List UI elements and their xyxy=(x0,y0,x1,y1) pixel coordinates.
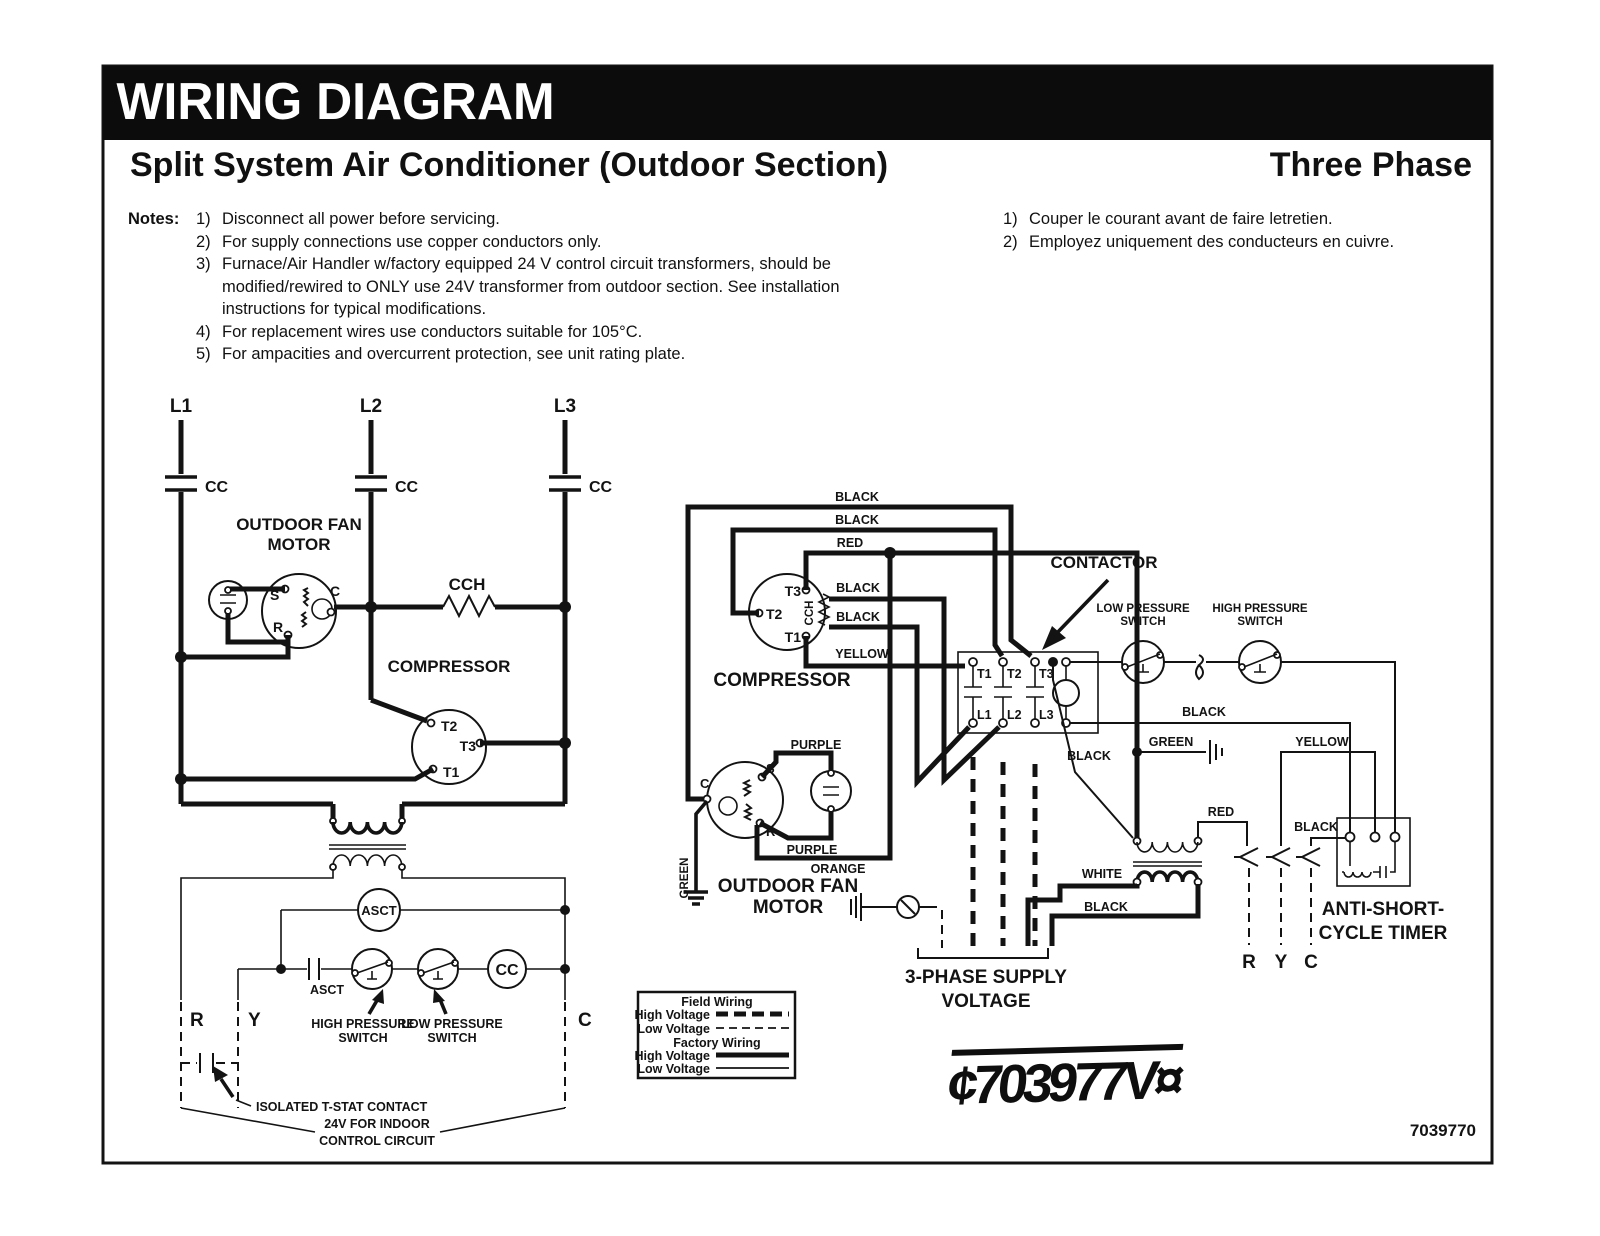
label-contactor: CONTACTOR xyxy=(1050,553,1158,572)
note-text: For ampacities and overcurrent protection, see unit rating plate. xyxy=(222,345,686,363)
label-supply-1: 3-PHASE SUPPLY xyxy=(905,967,1067,988)
legend-hv-factory: High Voltage xyxy=(634,1049,710,1063)
label-cont-t3: T3 xyxy=(1039,667,1054,681)
fan-capacitor-circle-mid xyxy=(811,771,851,811)
note-text: Employez uniquement des conducteurs en cuivre. xyxy=(1029,232,1395,251)
label-r-right: R xyxy=(1242,952,1256,973)
label-cc-coil: CC xyxy=(495,962,519,979)
label-lps-left-2: SWITCH xyxy=(427,1031,477,1045)
note-row xyxy=(196,231,896,254)
note-number: 1) xyxy=(1003,210,1018,228)
legend xyxy=(635,992,795,1078)
label-hps-right-1: HIGH PRESSURE xyxy=(1212,603,1308,615)
label-wire4-black: BLACK xyxy=(836,581,880,595)
label-yellow: YELLOW xyxy=(1295,735,1349,749)
transformer-right xyxy=(1133,838,1202,886)
note-text: For supply connections use copper conductors only. xyxy=(222,232,602,251)
label-black-diag: BLACK xyxy=(1067,749,1111,763)
note-row xyxy=(196,208,896,231)
note-number: 1) xyxy=(196,210,211,228)
label-t2-left: T2 xyxy=(441,718,458,734)
note-number: 5) xyxy=(196,345,211,363)
label-outdoor-fan-mid-2: MOTOR xyxy=(752,897,824,918)
label-black-top: BLACK xyxy=(1182,705,1226,719)
notes-french xyxy=(1003,208,1473,253)
label-t3-left: T3 xyxy=(459,738,476,754)
label-r-left: R xyxy=(273,619,284,635)
label-s-mid: S xyxy=(766,761,775,776)
legend-lv-field: Low Voltage xyxy=(637,1022,710,1036)
ground-screw-symbol xyxy=(851,893,942,948)
label-orange: ORANGE xyxy=(810,862,866,876)
label-c-mid: C xyxy=(700,776,710,791)
label-outdoor-fan-mid-1: OUTDOOR FAN xyxy=(717,876,859,897)
label-c-left: C xyxy=(330,583,341,599)
label-24v-1: 24V FOR INDOOR xyxy=(324,1117,430,1131)
notes-english xyxy=(196,208,896,366)
label-wire5-black: BLACK xyxy=(836,610,880,624)
note-row xyxy=(196,253,896,321)
label-c-term: C xyxy=(578,1010,592,1031)
internal-protector-mid xyxy=(719,797,737,815)
note-row xyxy=(196,321,896,344)
note-row xyxy=(1003,231,1473,254)
note-row xyxy=(196,343,896,366)
note-text: For replacement wires use conductors suitable for 105°C. xyxy=(222,322,643,341)
label-asct-coil: ASCT xyxy=(361,903,397,918)
ink-stamp: ¢703977V¤ xyxy=(944,1049,1183,1117)
label-r-mid: R xyxy=(766,824,776,839)
label-24v-2: CONTROL CIRCUIT xyxy=(319,1134,435,1148)
quick-connect-arrows xyxy=(1234,848,1320,866)
label-cch-left: CCH xyxy=(448,575,486,594)
label-cc-l3: CC xyxy=(589,479,613,496)
label-hps-right-2: SWITCH xyxy=(1237,616,1283,628)
label-wire1-black: BLACK xyxy=(835,490,879,504)
label-wire6-yellow: YELLOW xyxy=(835,647,889,661)
legend-field-wiring: Field Wiring xyxy=(681,995,753,1009)
label-l1: L1 xyxy=(169,396,193,417)
note-number: 2) xyxy=(196,232,211,251)
label-black-timer: BLACK xyxy=(1294,820,1338,834)
phase-label: Three Phase xyxy=(1269,146,1472,184)
notes-label: Notes: xyxy=(128,210,180,228)
note-row xyxy=(1003,208,1473,231)
label-t1-mid: T1 xyxy=(784,629,801,645)
anti-short-cycle-timer xyxy=(1337,818,1410,886)
high-pressure-switch-right xyxy=(1239,641,1281,683)
label-compressor-left: COMPRESSOR xyxy=(387,657,511,676)
label-hps-left-2: SWITCH xyxy=(338,1031,388,1045)
label-lps-right-1: LOW PRESSURE xyxy=(1096,603,1190,615)
title-banner xyxy=(103,66,1492,140)
label-y-right: Y xyxy=(1274,952,1288,973)
label-t3-mid: T3 xyxy=(784,583,801,599)
label-lps-right-2: SWITCH xyxy=(1120,616,1166,628)
label-s-left: S xyxy=(270,587,280,603)
low-pressure-switch-right xyxy=(1122,641,1164,683)
label-c-right: C xyxy=(1304,952,1318,973)
label-t2-mid: T2 xyxy=(766,606,783,622)
note-text: Furnace/Air Handler w/factory equipped 24 V control circuit transformers, should be modified/rewired to ONLY use 24V transformer from outdoor section. See installation instructions for typical modifications. xyxy=(222,255,840,318)
contactor-contacts xyxy=(964,666,1044,719)
label-cont-l1: L1 xyxy=(977,708,992,722)
label-l2: L2 xyxy=(359,396,383,417)
label-asct-cap: ASCT xyxy=(309,983,345,997)
label-green-right: GREEN xyxy=(1148,735,1194,749)
label-supply-2: VOLTAGE xyxy=(941,991,1031,1012)
label-cch-mid: CCH xyxy=(804,600,816,626)
timer-box xyxy=(1337,818,1410,886)
label-l3: L3 xyxy=(553,396,577,417)
label-outdoor-fan-left-1: OUTDOOR FAN xyxy=(236,515,362,534)
right-circuit xyxy=(1028,603,1448,973)
legend-hv-field: High Voltage xyxy=(634,1008,710,1022)
contactor xyxy=(958,553,1158,733)
label-hps-left-1: HIGH PRESSURE xyxy=(311,1017,415,1031)
label-y-term: Y xyxy=(248,1010,261,1031)
label-purple-bot: PURPLE xyxy=(786,843,838,857)
label-black-sec: BLACK xyxy=(1084,900,1128,914)
wire-connector-symbol xyxy=(1196,655,1203,679)
label-timer-2: CYCLE TIMER xyxy=(1318,923,1448,944)
label-cont-l2: L2 xyxy=(1007,708,1022,722)
label-cont-l3: L3 xyxy=(1039,708,1054,722)
note-number: 3) xyxy=(196,255,211,273)
label-red: RED xyxy=(1207,805,1235,819)
ground-symbol-right xyxy=(1210,740,1222,764)
note-number: 2) xyxy=(1003,232,1018,251)
label-green-mid: GREEN xyxy=(679,857,691,899)
junction-dots-right xyxy=(1048,657,1142,757)
note-number: 4) xyxy=(196,322,211,341)
label-cont-t2: T2 xyxy=(1007,667,1022,681)
label-r-term: R xyxy=(190,1010,204,1031)
label-cc-l2: CC xyxy=(395,479,419,496)
label-purple-top: PURPLE xyxy=(790,738,842,752)
label-compressor-mid: COMPRESSOR xyxy=(713,670,851,691)
legend-lv-factory: Low Voltage xyxy=(637,1062,710,1076)
low-pressure-switch-left xyxy=(418,949,458,989)
note-text: Disconnect all power before servicing. xyxy=(222,210,500,228)
label-timer-1: ANTI-SHORT- xyxy=(1321,899,1445,920)
label-white: WHITE xyxy=(1081,867,1123,881)
label-t1-left: T1 xyxy=(443,764,460,780)
label-tstat: ISOLATED T-STAT CONTACT xyxy=(256,1100,428,1114)
label-cc-l1: CC xyxy=(205,479,229,496)
note-text: Couper le courant avant de faire letretien. xyxy=(1029,210,1333,228)
left-circuit xyxy=(165,396,613,1148)
legend-factory-wiring: Factory Wiring xyxy=(673,1036,761,1050)
page-title: WIRING DIAGRAM xyxy=(116,73,555,131)
label-outdoor-fan-left-2: MOTOR xyxy=(267,535,331,554)
label-lps-left-1: LOW PRESSURE xyxy=(401,1017,503,1031)
page-subtitle: Split System Air Conditioner (Outdoor Section) xyxy=(130,146,889,184)
part-number: 7039770 xyxy=(1409,1121,1476,1140)
label-wire3-red: RED xyxy=(836,536,864,550)
label-wire2-black: BLACK xyxy=(835,513,879,527)
high-pressure-switch-left xyxy=(352,949,392,989)
fan-motor-circle-left xyxy=(262,574,336,648)
label-cont-t1: T1 xyxy=(977,667,992,681)
